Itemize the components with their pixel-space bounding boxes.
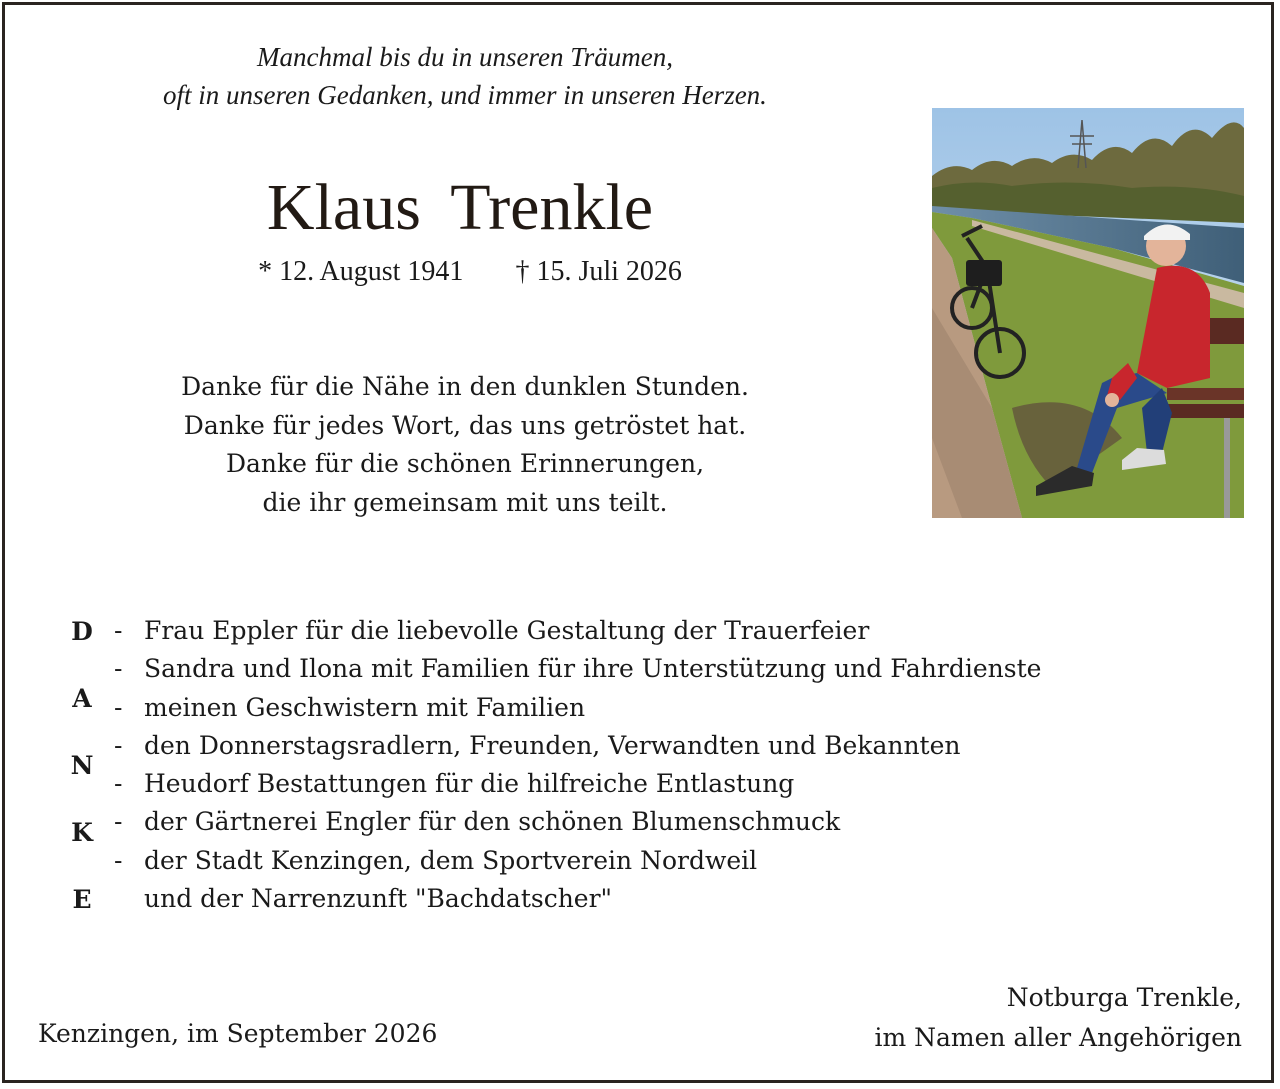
signature-line: im Namen aller Angehörigen [874,1023,1242,1052]
list-dash: - [114,807,123,837]
list-item [114,765,1194,803]
list-dash: - [114,654,123,684]
signature-name: Notburga Trenkle, [1006,983,1242,1012]
verse-line: Danke für die schönen Erinnerungen, [225,449,705,478]
death-date: † 15. Juli 2026 [515,256,682,287]
motto [40,38,890,114]
birth-date: * 12. August 1941 [258,256,464,287]
list-item-text: Heudorf Bestattungen für die hilfreiche Entlastung [144,769,795,799]
acrostic-letter: N [70,751,94,780]
place-and-date: Kenzingen, im September 2026 [38,1019,438,1048]
list-dash: - [114,616,123,645]
portrait-photo [932,108,1244,518]
list-dash: - [114,769,123,799]
verse-line: Danke für jedes Wort, das uns getröstet hat. [183,410,747,440]
danke-acrostic [64,612,100,947]
list-dash [114,880,144,918]
acrostic-letter: A [72,684,92,713]
thanks-list [114,612,1194,918]
list-item [114,612,1194,650]
signature [874,978,1242,1058]
list-item [114,689,1194,727]
motto-line: oft in unseren Gedanken, und immer in unseren Herzen. [163,80,767,110]
list-item [114,727,1194,765]
list-item [114,650,1194,688]
acrostic-letter: E [72,885,92,914]
list-dash: - [114,730,123,760]
thank-you-verse [110,368,820,522]
list-item-text: den Donnerstagsradlern, Freunden, Verwandten und Bekannten [144,730,961,760]
list-dash: - [114,845,123,875]
life-dates [200,254,740,290]
list-dash: - [114,692,123,722]
list-item [114,803,1194,841]
acrostic-letter: K [71,818,93,847]
list-item-text: der Stadt Kenzingen, dem Sportverein Nordweil [144,845,758,875]
deceased-name: Klaus Trenkle [266,171,654,244]
list-item-text: Frau Eppler für die liebevolle Gestaltung der Trauerfeier [144,616,870,645]
motto-line: Manchmal bis du in unseren Träumen, [257,42,673,72]
verse-line: die ihr gemeinsam mit uns teilt. [262,487,668,517]
list-item-text: der Gärtnerei Engler für den schönen Blumenschmuck [144,807,841,837]
list-item-text: Sandra und Ilona mit Familien für ihre Unterstützung und Fahrdienste [144,654,1042,684]
list-item [114,842,1194,880]
list-item [114,880,1194,918]
list-item-text: und der Narrenzunft "Bachdatscher" [144,884,613,914]
list-item-text: meinen Geschwistern mit Familien [144,692,586,722]
acrostic-letter: D [71,617,93,646]
verse-line: Danke für die Nähe in den dunklen Stunden. [181,372,749,401]
